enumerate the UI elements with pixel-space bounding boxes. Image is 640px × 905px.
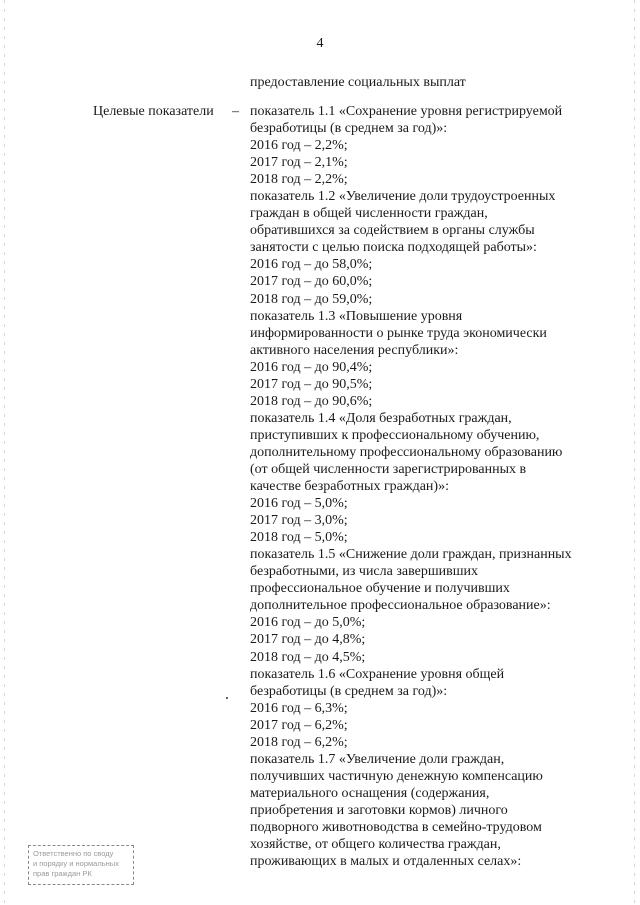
indicator-line: профессиональное обучение и получивших: [250, 581, 510, 597]
indicator-line: 2018 год – до 90,6%;: [250, 393, 373, 409]
indicator-line: приобретения и заготовки кормов) личного: [250, 802, 508, 818]
continuation-text: предоставление социальных выплат: [250, 75, 466, 90]
indicator-line: безработицы (в среднем за год)»:: [250, 121, 448, 137]
indicator-line: материального оснащения (содержания,: [250, 785, 490, 801]
indicator-line: 2018 год – 6,2%;: [250, 734, 348, 750]
indicator-line: граждан в общей численности граждан,: [250, 206, 488, 222]
scan-speck: [226, 697, 228, 699]
page-number: 4: [316, 36, 324, 51]
indicator-line: безработными, из числа завершивших: [250, 564, 478, 580]
indicator-line: показатель 1.3 «Повышение уровня: [250, 308, 463, 324]
indicator-line: 2017 год – до 4,8%;: [250, 632, 366, 648]
indicator-line: хозяйстве, от общего количества граждан,: [250, 837, 501, 853]
indicators-list: [250, 103, 580, 870]
page-edge-right: [634, 0, 635, 905]
indicator-line: 2016 год – до 58,0%;: [250, 257, 373, 273]
indicator-line: 2017 год – 3,0%;: [250, 513, 348, 529]
indicator-line: приступивших к профессиональному обучению,: [250, 427, 540, 443]
indicator-line: (от общей численности зарегистрированных в: [250, 461, 527, 477]
indicator-line: проживающих в малых и отдаленных селах»:: [250, 854, 522, 870]
indicator-line: показатель 1.2 «Увеличение доли трудоустроенных: [250, 189, 556, 205]
field-label-target-indicators: Целевые показатели: [93, 104, 214, 119]
indicator-line: 2016 год – 2,2%;: [250, 138, 348, 154]
page-edge-left: [4, 0, 5, 905]
indicator-line: показатель 1.6 «Сохранение уровня общей: [250, 666, 505, 682]
indicator-line: показатель 1.4 «Доля безработных граждан,: [250, 410, 512, 426]
indicator-line: обратившихся за содействием в органы службы: [250, 223, 535, 239]
indicator-line: качестве безработных граждан)»:: [250, 479, 449, 495]
indicator-line: 2016 год – 5,0%;: [250, 496, 348, 512]
indicator-line: получивших частичную денежную компенсацию: [250, 768, 543, 784]
indicator-line: занятости с целью поиска подходящей работы»:: [250, 240, 537, 256]
indicator-line: показатель 1.1 «Сохранение уровня регистрируемой: [250, 104, 563, 119]
indicator-line: 2018 год – 2,2%;: [250, 172, 348, 188]
indicator-line: 2017 год – до 90,5%;: [250, 376, 373, 392]
indicator-line: дополнительное профессиональное образование»:: [250, 598, 551, 614]
indicator-line: 2018 год – до 4,5%;: [250, 649, 366, 665]
stamp-line: прав граждан РК: [33, 869, 92, 878]
indicator-line: подворного животноводства в семейно-трудовом: [250, 819, 542, 835]
indicator-line: 2018 год – 5,0%;: [250, 530, 348, 546]
indicator-line: активного населения республики»:: [250, 342, 459, 358]
indicator-line: 2016 год – до 90,4%;: [250, 359, 373, 375]
indicator-line: информированности о рынке труда экономически: [250, 325, 547, 341]
indicator-line: 2016 год – до 5,0%;: [250, 615, 366, 631]
indicator-line: показатель 1.7 «Увеличение доли граждан,: [250, 751, 505, 767]
indicator-line: безработицы (в среднем за год)»:: [250, 683, 448, 699]
indicator-line: 2017 год – до 60,0%;: [250, 274, 373, 290]
indicator-line: 2018 год – до 59,0%;: [250, 291, 373, 307]
stamp-line: Ответственно по своду: [33, 849, 114, 858]
indicator-line: 2017 год – 6,2%;: [250, 717, 348, 733]
stamp-line: и порядку и нормальных: [33, 859, 119, 868]
indicator-line: дополнительному профессиональному образованию: [250, 444, 563, 460]
indicator-line: показатель 1.5 «Снижение доли граждан, признанных: [250, 547, 572, 563]
indicator-line: 2016 год – 6,3%;: [250, 700, 348, 716]
document-stamp: [28, 845, 134, 885]
indicator-line: 2017 год – 2,1%;: [250, 155, 348, 171]
label-dash: –: [232, 104, 239, 119]
